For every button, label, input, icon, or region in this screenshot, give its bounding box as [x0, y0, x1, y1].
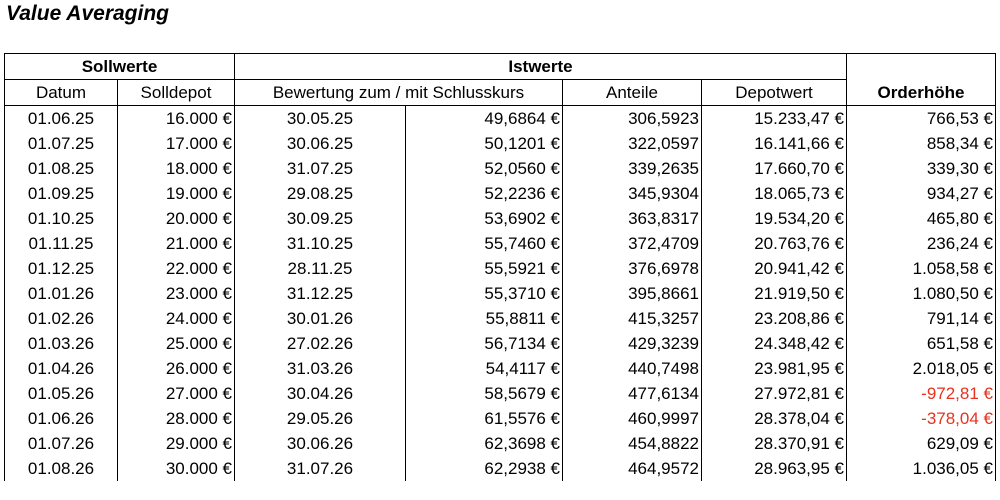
cell-orderhoehe: 465,80 €: [847, 206, 996, 231]
cell-solldepot: 30.000 €: [118, 456, 235, 481]
cell-bewertung-datum: 28.11.25: [235, 256, 406, 281]
cell-solldepot: 20.000 €: [118, 206, 235, 231]
cell-orderhoehe: 791,14 €: [847, 306, 996, 331]
cell-orderhoehe: 934,27 €: [847, 181, 996, 206]
cell-depotwert: 28.963,95 €: [702, 456, 847, 481]
cell-orderhoehe: 629,09 €: [847, 431, 996, 456]
cell-schlusskurs: 54,4117 €: [406, 356, 563, 381]
cell-depotwert: 20.763,76 €: [702, 231, 847, 256]
cell-datum: 01.07.26: [5, 431, 118, 456]
cell-bewertung-datum: 29.05.26: [235, 406, 406, 431]
cell-schlusskurs: 55,5921 €: [406, 256, 563, 281]
cell-bewertung-datum: 30.06.25: [235, 131, 406, 156]
table-row: [5, 106, 996, 132]
table-row: [5, 256, 996, 281]
cell-solldepot: 22.000 €: [118, 256, 235, 281]
cell-anteile: 376,6978: [563, 256, 702, 281]
cell-orderhoehe: 1.080,50 €: [847, 281, 996, 306]
column-header-bewertung: Bewertung zum / mit Schlusskurs: [235, 80, 563, 106]
cell-anteile: 306,5923: [563, 106, 702, 132]
cell-schlusskurs: 49,6864 €: [406, 106, 563, 132]
cell-anteile: 345,9304: [563, 181, 702, 206]
table-row: [5, 456, 996, 481]
cell-solldepot: 17.000 €: [118, 131, 235, 156]
cell-schlusskurs: 53,6902 €: [406, 206, 563, 231]
cell-bewertung-datum: 29.08.25: [235, 181, 406, 206]
table-row: [5, 231, 996, 256]
cell-bewertung-datum: 30.06.26: [235, 431, 406, 456]
cell-anteile: 415,3257: [563, 306, 702, 331]
column-header-datum: Datum: [5, 80, 118, 106]
cell-bewertung-datum: 30.04.26: [235, 381, 406, 406]
cell-solldepot: 23.000 €: [118, 281, 235, 306]
cell-anteile: 477,6134: [563, 381, 702, 406]
cell-depotwert: 27.972,81 €: [702, 381, 847, 406]
cell-depotwert: 23.208,86 €: [702, 306, 847, 331]
cell-datum: 01.07.25: [5, 131, 118, 156]
cell-datum: 01.09.25: [5, 181, 118, 206]
cell-datum: 01.03.26: [5, 331, 118, 356]
cell-orderhoehe: 858,34 €: [847, 131, 996, 156]
cell-orderhoehe: 766,53 €: [847, 106, 996, 132]
cell-schlusskurs: 52,0560 €: [406, 156, 563, 181]
cell-orderhoehe: -378,04 €: [847, 406, 996, 431]
table-row: [5, 381, 996, 406]
cell-datum: 01.04.26: [5, 356, 118, 381]
cell-schlusskurs: 56,7134 €: [406, 331, 563, 356]
cell-anteile: 464,9572: [563, 456, 702, 481]
cell-depotwert: 21.919,50 €: [702, 281, 847, 306]
cell-bewertung-datum: 31.07.25: [235, 156, 406, 181]
table-row: [5, 306, 996, 331]
cell-solldepot: 19.000 €: [118, 181, 235, 206]
group-header-row: [5, 54, 996, 80]
cell-orderhoehe: 2.018,05 €: [847, 356, 996, 381]
cell-datum: 01.11.25: [5, 231, 118, 256]
value-averaging-table: [4, 53, 996, 481]
table-row: [5, 131, 996, 156]
cell-solldepot: 29.000 €: [118, 431, 235, 456]
cell-datum: 01.06.26: [5, 406, 118, 431]
cell-solldepot: 28.000 €: [118, 406, 235, 431]
cell-bewertung-datum: 30.05.25: [235, 106, 406, 132]
cell-datum: 01.06.25: [5, 106, 118, 132]
cell-bewertung-datum: 31.10.25: [235, 231, 406, 256]
cell-schlusskurs: 55,8811 €: [406, 306, 563, 331]
cell-solldepot: 27.000 €: [118, 381, 235, 406]
cell-orderhoehe: 651,58 €: [847, 331, 996, 356]
cell-schlusskurs: 52,2236 €: [406, 181, 563, 206]
cell-datum: 01.01.26: [5, 281, 118, 306]
cell-depotwert: 28.378,04 €: [702, 406, 847, 431]
cell-solldepot: 26.000 €: [118, 356, 235, 381]
cell-solldepot: 21.000 €: [118, 231, 235, 256]
table-row: [5, 156, 996, 181]
cell-solldepot: 25.000 €: [118, 331, 235, 356]
cell-bewertung-datum: 31.12.25: [235, 281, 406, 306]
cell-anteile: 322,0597: [563, 131, 702, 156]
cell-schlusskurs: 55,3710 €: [406, 281, 563, 306]
cell-schlusskurs: 55,7460 €: [406, 231, 563, 256]
page-title: Value Averaging: [6, 2, 169, 25]
column-header-solldepot: Solldepot: [118, 80, 235, 106]
cell-depotwert: 23.981,95 €: [702, 356, 847, 381]
cell-depotwert: 20.941,42 €: [702, 256, 847, 281]
column-header-depotwert: Depotwert: [702, 80, 847, 106]
cell-depotwert: 15.233,47 €: [702, 106, 847, 132]
column-header-anteile: Anteile: [563, 80, 702, 106]
group-header-istwerte: Istwerte: [235, 54, 847, 80]
cell-depotwert: 17.660,70 €: [702, 156, 847, 181]
table-row: [5, 431, 996, 456]
cell-schlusskurs: 62,2938 €: [406, 456, 563, 481]
cell-orderhoehe: 236,24 €: [847, 231, 996, 256]
group-header-sollwerte: Sollwerte: [5, 54, 235, 80]
cell-schlusskurs: 58,5679 €: [406, 381, 563, 406]
cell-solldepot: 18.000 €: [118, 156, 235, 181]
cell-datum: 01.05.26: [5, 381, 118, 406]
cell-datum: 01.12.25: [5, 256, 118, 281]
cell-schlusskurs: 50,1201 €: [406, 131, 563, 156]
cell-orderhoehe: 1.058,58 €: [847, 256, 996, 281]
table-body: [5, 106, 996, 482]
cell-bewertung-datum: 30.01.26: [235, 306, 406, 331]
table-row: [5, 406, 996, 431]
cell-schlusskurs: 61,5576 €: [406, 406, 563, 431]
column-header-orderhoehe: Orderhöhe: [847, 54, 996, 106]
table-row: [5, 181, 996, 206]
cell-anteile: 339,2635: [563, 156, 702, 181]
cell-depotwert: 16.141,66 €: [702, 131, 847, 156]
cell-depotwert: 28.370,91 €: [702, 431, 847, 456]
table-row: [5, 206, 996, 231]
table-row: [5, 281, 996, 306]
cell-bewertung-datum: 27.02.26: [235, 331, 406, 356]
cell-bewertung-datum: 31.03.26: [235, 356, 406, 381]
cell-anteile: 440,7498: [563, 356, 702, 381]
cell-schlusskurs: 62,3698 €: [406, 431, 563, 456]
cell-anteile: 395,8661: [563, 281, 702, 306]
cell-datum: 01.08.25: [5, 156, 118, 181]
cell-orderhoehe: -972,81 €: [847, 381, 996, 406]
cell-anteile: 372,4709: [563, 231, 702, 256]
cell-datum: 01.08.26: [5, 456, 118, 481]
cell-datum: 01.02.26: [5, 306, 118, 331]
cell-anteile: 363,8317: [563, 206, 702, 231]
cell-bewertung-datum: 30.09.25: [235, 206, 406, 231]
cell-anteile: 460,9997: [563, 406, 702, 431]
cell-bewertung-datum: 31.07.26: [235, 456, 406, 481]
cell-orderhoehe: 339,30 €: [847, 156, 996, 181]
cell-anteile: 454,8822: [563, 431, 702, 456]
cell-datum: 01.10.25: [5, 206, 118, 231]
table-row: [5, 331, 996, 356]
cell-anteile: 429,3239: [563, 331, 702, 356]
cell-depotwert: 24.348,42 €: [702, 331, 847, 356]
cell-depotwert: 19.534,20 €: [702, 206, 847, 231]
cell-solldepot: 24.000 €: [118, 306, 235, 331]
cell-solldepot: 16.000 €: [118, 106, 235, 132]
table-row: [5, 356, 996, 381]
cell-orderhoehe: 1.036,05 €: [847, 456, 996, 481]
cell-depotwert: 18.065,73 €: [702, 181, 847, 206]
